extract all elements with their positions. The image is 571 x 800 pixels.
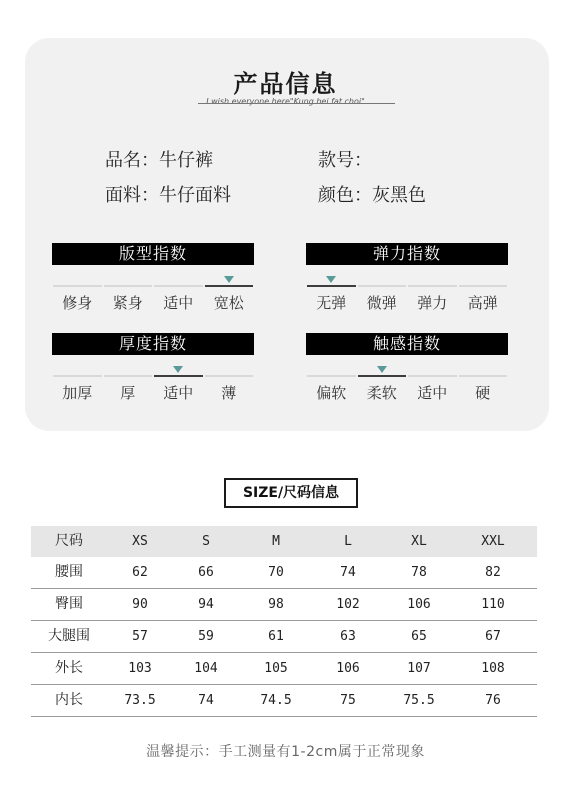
index-option: 薄 (221, 384, 237, 402)
table-cell: 90 (132, 597, 148, 612)
table-cell: XXL (481, 534, 505, 549)
index-marker-icon (173, 366, 183, 373)
table-header-row (31, 526, 537, 557)
table-cell: M (272, 534, 280, 549)
index-option: 加厚 (62, 384, 93, 402)
index-scale-segment (459, 375, 508, 377)
color (318, 181, 426, 207)
index-title: 版型指数 (52, 243, 254, 265)
table-cell: 70 (268, 565, 284, 580)
table-row (31, 685, 537, 717)
product-name-value: 牛仔裤 (159, 150, 213, 171)
table-cell: 75 (340, 693, 356, 708)
table-cell: 74.5 (260, 693, 292, 708)
table-cell: 82 (485, 565, 501, 580)
index-option: 弹力 (417, 294, 448, 312)
table-cell: 73.5 (124, 693, 156, 708)
table-cell: 62 (132, 565, 148, 580)
index-option: 厚 (120, 384, 136, 402)
index-option: 修身 (62, 294, 93, 312)
index-marker-icon (224, 276, 234, 283)
table-cell: 63 (340, 629, 356, 644)
table-cell: 107 (407, 661, 431, 676)
table-cell: S (202, 534, 210, 549)
index-title: 触感指数 (306, 333, 508, 355)
index-option: 宽松 (213, 294, 244, 312)
table-cell: 74 (340, 565, 356, 580)
index-title: 弹力指数 (306, 243, 508, 265)
size-table (31, 526, 537, 717)
table-row (31, 653, 537, 685)
index-option: 适中 (163, 384, 194, 402)
product-name-label: 品名： (105, 150, 159, 171)
color-value: 灰黑色 (372, 185, 426, 206)
table-cell: 74 (198, 693, 214, 708)
color-label: 颜色： (318, 185, 372, 206)
table-row-label: 大腿围 (48, 628, 90, 644)
table-cell: 105 (264, 661, 288, 676)
table-row-label: 尺码 (55, 533, 83, 549)
table-cell: 66 (198, 565, 214, 580)
fabric-label: 面料： (105, 185, 159, 206)
index-scale-segment (53, 375, 102, 377)
index-scale-segment (205, 285, 254, 287)
table-cell: 98 (268, 597, 284, 612)
table-cell: 75.5 (403, 693, 435, 708)
index-option: 适中 (417, 384, 448, 402)
index-scale-bar (306, 375, 508, 377)
table-cell: 61 (268, 629, 284, 644)
table-cell: 104 (194, 661, 218, 676)
index-scale-segment (154, 375, 203, 377)
index-scale-segment (154, 285, 203, 287)
table-cell: 102 (336, 597, 360, 612)
index-option: 偏软 (316, 384, 347, 402)
fabric-value: 牛仔面料 (159, 185, 231, 206)
table-cell: XL (411, 534, 427, 549)
index-scale-segment (53, 285, 102, 287)
table-cell: 59 (198, 629, 214, 644)
table-row-label: 臀围 (55, 596, 83, 612)
index-marker-icon (326, 276, 336, 283)
table-cell: 108 (481, 661, 505, 676)
index-scale-segment (205, 375, 254, 377)
index-option: 微弹 (366, 294, 397, 312)
index-scale-segment (358, 375, 407, 377)
index-scale-segment (408, 285, 457, 287)
index-scale-segment (104, 375, 153, 377)
table-row-label: 腰围 (55, 564, 83, 580)
index-option: 硬 (475, 384, 491, 402)
index-option: 柔软 (366, 384, 397, 402)
fabric (105, 181, 231, 207)
table-cell: 57 (132, 629, 148, 644)
index-scale-segment (307, 375, 356, 377)
table-cell: 67 (485, 629, 501, 644)
index-scale-segment (104, 285, 153, 287)
size-info-title: SIZE/尺码信息 (224, 478, 358, 508)
table-cell: 106 (336, 661, 360, 676)
index-scale-segment (459, 285, 508, 287)
index-option: 高弹 (467, 294, 498, 312)
product-info-subtitle: I wish everyone here"Kung hei fat choi" (0, 97, 571, 106)
index-option: 无弹 (316, 294, 347, 312)
table-row (31, 621, 537, 653)
table-cell: 103 (128, 661, 152, 676)
table-row (31, 589, 537, 621)
table-cell: 110 (481, 597, 505, 612)
table-cell: 78 (411, 565, 427, 580)
index-scale-segment (358, 285, 407, 287)
index-option: 紧身 (112, 294, 143, 312)
index-scale-bar (52, 375, 254, 377)
index-title: 厚度指数 (52, 333, 254, 355)
index-scale-bar (52, 285, 254, 287)
index-scale-bar (306, 285, 508, 287)
table-cell: L (344, 534, 352, 549)
table-cell: 76 (485, 693, 501, 708)
table-row-label: 内长 (55, 692, 83, 708)
index-option: 适中 (163, 294, 194, 312)
product-name (105, 146, 213, 172)
style-number (318, 146, 372, 172)
table-row-label: 外长 (55, 660, 83, 676)
product-info-title: 产品信息 (233, 70, 338, 98)
index-scale-segment (408, 375, 457, 377)
index-marker-icon (377, 366, 387, 373)
table-row (31, 557, 537, 589)
style-number-label: 款号： (318, 150, 372, 171)
index-scale-segment (307, 285, 356, 287)
table-cell: XS (132, 534, 148, 549)
table-cell: 106 (407, 597, 431, 612)
measurement-note: 温馨提示：手工测量有1-2cm属于正常现象 (146, 744, 425, 760)
table-cell: 65 (411, 629, 427, 644)
table-cell: 94 (198, 597, 214, 612)
